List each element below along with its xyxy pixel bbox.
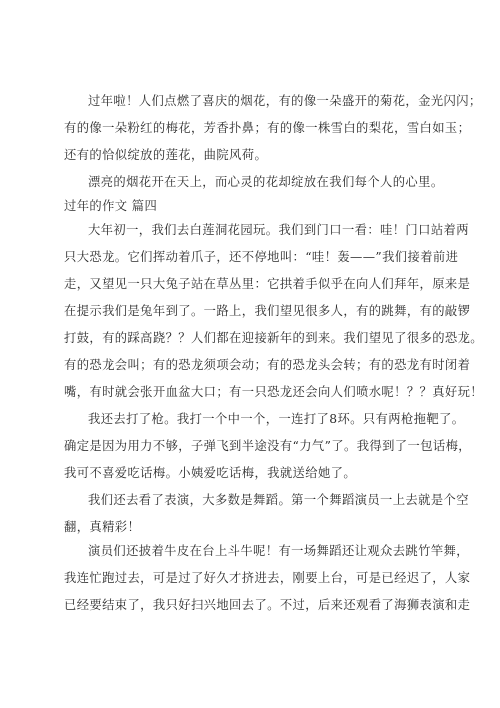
text-line: 漂亮的烟花开在天上，而心灵的花却绽放在我们每个人的心里。 bbox=[88, 175, 444, 189]
text-line: 打鼓，有的踩高跷？？人们都在迎接新年的到来。我们望见了很多的恐龙。 bbox=[64, 331, 483, 345]
text-line: 大年初一，我们去白莲洞花园玩。我们到门口一看：哇！门口站着两 bbox=[88, 223, 469, 237]
text-line: 在提示我们是兔年到了。一路上，我们望见很多人，有的跳舞，有的敲锣 bbox=[64, 304, 471, 318]
text-line: 过年啦！人们点燃了喜庆的烟花，有的像一朵盛开的菊花，金光闪闪； bbox=[88, 94, 482, 108]
section-heading bbox=[64, 193, 444, 220]
text-line: 嘴，有时就会张开血盆大口；有一只恐龙还会向人们喷水呢！？？真好玩！ bbox=[64, 385, 483, 399]
text-line: 我还去打了枪。我打一个中一个，一连打了8环。只有两枪拖靶了。 bbox=[88, 412, 465, 426]
essay-title: 过年的作文 篇四 bbox=[64, 199, 158, 213]
text-line: 确定是因为用力不够，子弹飞到半途没有“力气”了。我得到了一包话梅， bbox=[64, 439, 471, 453]
text-line: 只大恐龙。它们挥动着爪子，还不停地叫：“哇！轰——”我们接着前进 bbox=[64, 250, 459, 264]
text-line: 演员们还披着牛皮在台上斗牛呢！有一场舞蹈还让观众去跳竹竿舞， bbox=[88, 544, 469, 558]
text-line: 走，又望见一只大兔子站在草丛里：它拱着手似乎在向人们拜年，原来是 bbox=[64, 277, 471, 291]
text-line: 还有的恰似绽放的莲花，曲院风荷。 bbox=[64, 148, 268, 162]
paragraph-fireworks bbox=[64, 88, 482, 169]
paragraph-show bbox=[64, 487, 469, 541]
text-line: 我连忙跑过去，可是过了好久才挤进去，刚要上台，可是已经迟了，人家 bbox=[64, 571, 471, 585]
text-line: 我可不喜爱吃话梅。小姨爱吃话梅，我就送给她了。 bbox=[64, 466, 357, 480]
paragraph-new-year-day bbox=[64, 217, 483, 406]
paragraph-performers bbox=[64, 538, 471, 619]
text-line: 已经要结束了，我只好扫兴地回去了。不过，后来还观看了海狮表演和走 bbox=[64, 598, 471, 612]
paragraph-conclusion bbox=[64, 169, 444, 196]
text-line: 翻，真精彩！ bbox=[64, 520, 141, 534]
text-line: 有的恐龙会叫；有的恐龙须项会动；有的恐龙头会转；有的恐龙有时闭着 bbox=[64, 358, 471, 372]
paragraph-shooting bbox=[64, 406, 471, 487]
text-line: 我们还去看了表演，大多数是舞蹈。第一个舞蹈演员一上去就是个空 bbox=[88, 493, 469, 507]
text-line: 有的像一朵粉红的梅花，芳香扑鼻；有的像一株雪白的梨花，雪白如玉； bbox=[64, 121, 471, 135]
